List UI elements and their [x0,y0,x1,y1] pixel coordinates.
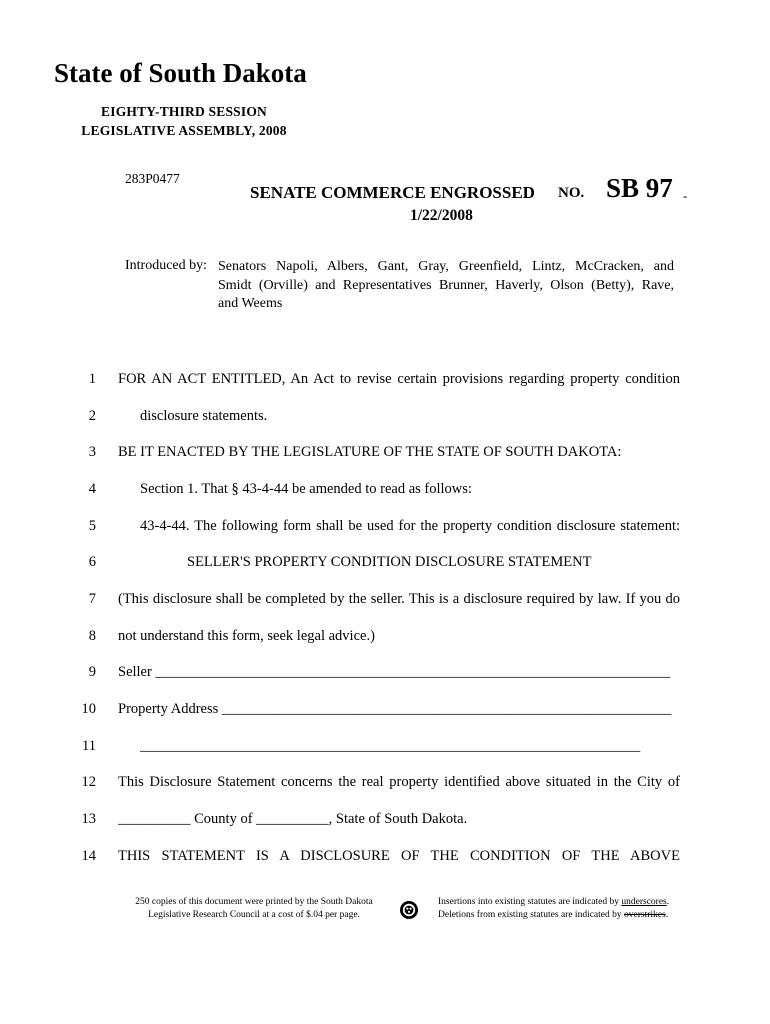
section-heading: Section 1. That § 43-4-44 be amended to read as follows: [140,481,472,497]
bill-date: 1/22/2008 [410,207,473,224]
line-number: 1 [88,371,96,387]
address-continuation-field: _____________________________________________________________________ [140,738,641,754]
property-address-field: Property Address ______________________________________________________________ [118,701,672,717]
printing-cost-note [120,896,388,922]
county-field: __________ County of __________, State of South Dakota. [118,811,468,827]
line-number: 14 [81,848,96,864]
bill-text-line: 43-4-44. The following form shall be used for the property condition disclosure statement: [140,518,680,534]
bill-text-line: This Disclosure Statement concerns the real property identified above situated in the City of [118,774,680,790]
line-number: 7 [88,591,96,607]
insertions-note: Insertions into existing statutes are indicated by underscores. [438,897,670,907]
number-label: NO. [558,185,585,201]
line-number: 5 [88,518,96,534]
sponsors-list [218,258,674,314]
session-line: EIGHTY-THIRD SESSION [101,104,267,119]
bill-dash: - [683,188,688,203]
bill-text-line: disclosure statements. [140,408,268,424]
enacting-clause: BE IT ENACTED BY THE LEGISLATURE OF THE STATE OF SOUTH DAKOTA: [118,444,622,460]
assembly-line: LEGISLATIVE ASSEMBLY, 2008 [81,123,287,138]
state-title: State of South Dakota [54,58,307,88]
line-number: 8 [88,628,96,644]
sponsors-line: Smidt (Orville) and Representatives Brunner, Haverly, Olson (Betty), Rave, [218,277,674,293]
printing-note-line: Legislative Research Council at a cost of $.04 per page. [148,910,360,920]
bill-text-line: not understand this form, seek legal advice.) [118,628,375,644]
line-number: 9 [88,664,96,680]
legend-note [438,896,669,922]
line-number: 6 [88,554,96,570]
bill-number: SB 97 [606,173,673,203]
line-number: 10 [81,701,96,717]
line-number: 13 [81,811,96,827]
overstrikes-example: overstrikes [624,910,666,920]
line-number: 4 [88,481,96,497]
printing-note-line: 250 copies of this document were printed by the South Dakota [135,897,373,907]
document-code: 283P0477 [125,171,180,186]
line-number: 11 [82,738,96,754]
bill-text-line: FOR AN ACT ENTITLED, An Act to revise certain provisions regarding property condition [118,371,680,387]
underscores-example: underscores [621,897,667,907]
line-number: 12 [81,774,96,790]
line-number: 3 [88,444,96,460]
bill-text-line: THIS STATEMENT IS A DISCLOSURE OF THE CONDITION OF THE ABOVE [118,848,680,864]
seller-field: Seller _______________________________________________________________________ [118,664,671,680]
sponsors-line: Senators Napoli, Albers, Gant, Gray, Greenfield, Lintz, McCracken, and [218,259,674,274]
sponsors-line: and Weems [218,296,283,311]
bill-text-line: (This disclosure shall be completed by the seller. This is a disclosure required by law. If you do [118,591,680,607]
form-title: SELLER'S PROPERTY CONDITION DISCLOSURE STATEMENT [187,554,592,570]
deletions-note: Deletions from existing statutes are indicated by overstrikes. [438,910,669,920]
union-bug-seal-icon [399,900,419,920]
line-number: 2 [88,408,96,424]
engrossed-label: SENATE COMMERCE ENGROSSED [250,183,535,202]
introduced-by-label: Introduced by: [125,258,208,273]
